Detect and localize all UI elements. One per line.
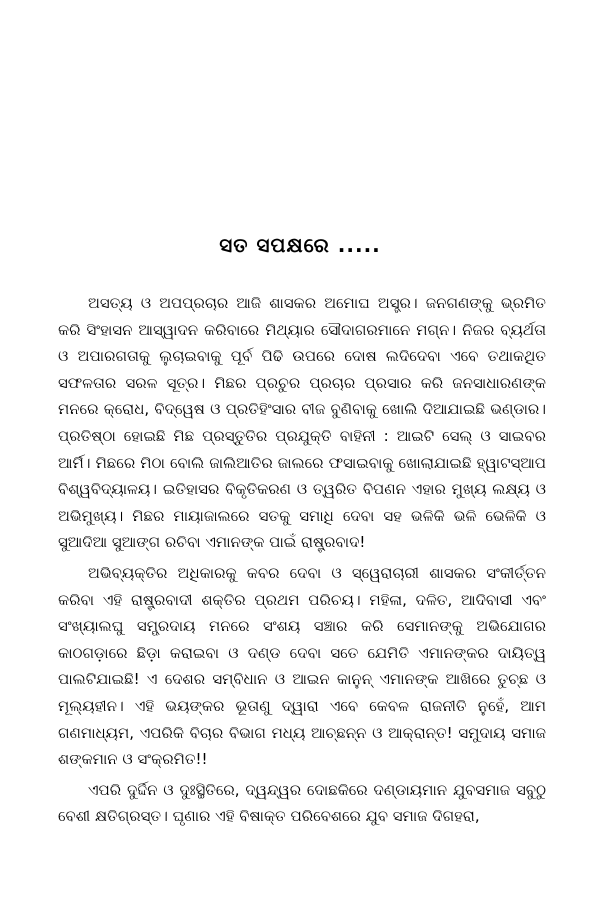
paragraph-3: ଏପରି ଦୁର୍ଦ୍ଦିନ ଓ ଦୁଃସ୍ଥିତିରେ, ଦ୍ୱନ୍ଦ୍ୱର ଦୋଛକିରେ ଦଣ୍ଡାୟମାନ ଯୁବସମାଜ ସବୁଠୁ ବେଶୀ କ୍ଷତିଗ୍ରସ୍ତ। ଘୃଣାର ଏହି ବିଷାକ୍ତ ପରିବେଶରେ ଯୁବ ସମାଜ ଦିଗହରା,: [58, 780, 546, 826]
paragraph-1: ଅସତ୍ୟ ଓ ଅପପ୍ରଚାର ଆଜି ଶାସକର ଅମୋଘ ଅସ୍ତ୍ର। ଜନଗଣଙ୍କୁ ଭ୍ରମିତ କରି ସିଂହାସନ ଆସ୍ୱାଦନ କରିବାରେ ମିଥ୍ୟାର ସୌଦାଗରମାନେ ମଗ୍ନ। ନିଜର ବ୍ୟର୍ଥତା ଓ ଅପାରଗତାକୁ ଲୁଚାଇବାକୁ ପୂର୍ବ ପିଢି ଉପରେ ଦୋଷ ଲଦିଦେବା ଏବେ ତଥାକଥିତ ସଫଳତାର ସରଳ ସୂତ୍ର। ମିଛର ପ୍ରଚୁର ପ୍ରଚାର ପ୍ରସାର କରି ଜନସାଧାରଣଙ୍କ ମନରେ କ୍ରୋଧ, ବିଦ୍ୱେଷ ଓ ପ୍ରତିହିଂସାର ବୀଜ ବୁଣିବାକୁ ଖୋଲି ଦିଆଯାଇଛି ଭଣ୍ଡାର। ପ୍ରତିଷ୍ଠା ହୋଇଛି ମିଛ ପ୍ରସ୍ତୁତିର ପ୍ରଯୁକ୍ତି ବାହିନୀ : ଆଇଟି ସେଲ୍ ଓ ସାଇବର ଆର୍ମି। ମିଛରେ ମିଠା ବୋଲି ଜାଲିଆତିର ଜାଲରେ ଫସାଇବାକୁ ଖୋଲାଯାଇଛି ହ୍ୱାଟସ୍‌ଆପ ବିଶ୍ୱବିଦ୍ୟାଳୟ। ଇତିହାସର ବିକୃତିକରଣ ଓ ତ୍ୱରିତ ବିପଣନ ଏହାର ମୁଖ୍ୟ ଲକ୍ଷ୍ୟ ଓ ଅଭିମୁଖ୍ୟ। ମିଛର ମାୟାଜାଲରେ ସତକୁ ସମାଧି ଦେବା ସହ ଭଳିକି ଭଳି ଭେଳିକି ଓ ସୁଆଦିଆ ସୁଆଙ୍ଗ ରଚିବା ଏମାନଙ୍କ ପାଇଁ ରାଷ୍ଟ୍ରବାଦ!: [58, 294, 546, 552]
paragraph-2: ଅଭିବ୍ୟକ୍ତିର ଅଧିକାରକୁ କବର ଦେବା ଓ ସ୍ୱେରାଚାରୀ ଶାସକର ସଂକୀର୍ତ୍ତନ କରିବା ଏହି ରାଷ୍ଟ୍ରବାଦୀ ଶକ୍ତିର ପ୍ରଥମ ପରିଚୟ। ମହିଳା, ଦଳିତ, ଆଦିବାସୀ ଏବଂ ସଂଖ୍ୟାଲଘୁ ସମ୍ପ୍ରଦାୟ ମନରେ ସଂଶୟ ସଞ୍ଚାର କରି ସେମାନଙ୍କୁ ଅଭିଯୋଗର କାଠଗଡ଼ାରେ ଛିଡ଼ା କରାଇବା ଓ ଦଣ୍ଡ ଦେବା ସତେ ଯେମିତି ଏମାନଙ୍କର ଦାୟିତ୍ୱ ପାଲଟିଯାଇଛି! ଏ ଦେଶର ସମ୍ବିଧାନ ଓ ଆଇନ କାନୁନ୍ ଏମାନଙ୍କ ଆଖିରେ ତୁଚ୍ଛ ଓ ମୂଲ୍ୟହୀନ। ଏହି ଭୟଙ୍କର ଭୂତାଣୁ ଦ୍ୱାରା ଏବେ କେବଳ ରାଜନୀତି ନୁହେଁ, ଆମ ଗଣମାଧ୍ୟମ, ଏପରିକି ବିଚାର ବିଭାଗ ମଧ୍ୟ ଆଚ୍ଛନ୍ନ ଓ ଆକ୍ରାନ୍ତ! ସମୁଦାୟ ସମାଜ ଶଙ୍କମାନ ଓ ସଂକ୍ରମିତ!!: [58, 563, 546, 769]
body-text: [58, 290, 546, 834]
page-title: ସତ ସପକ୍ଷରେ .....: [219, 233, 381, 257]
